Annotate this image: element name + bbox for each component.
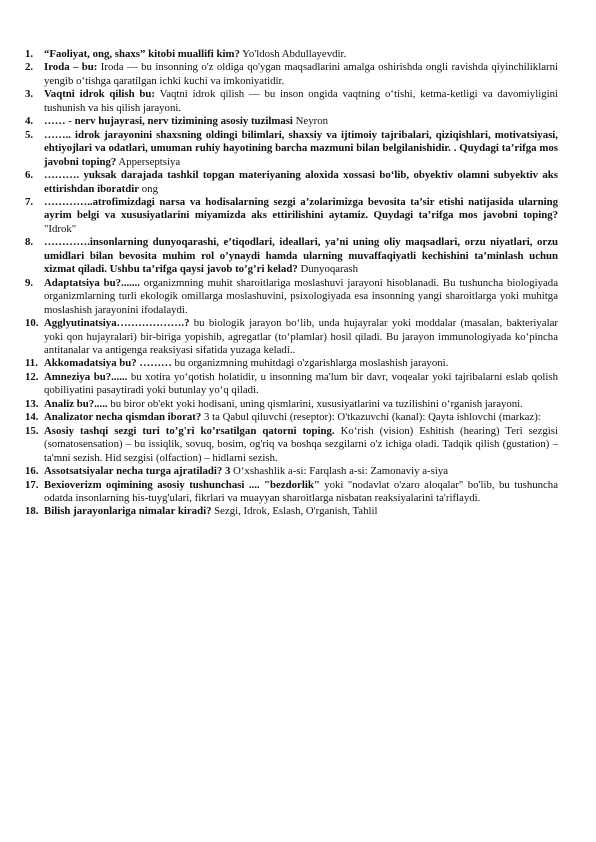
list-item (25, 48, 558, 61)
answer-text: Ko‘rish (vision) Eshitish (hearing) Teri sezgisi (somatosensation) – bu issiqlik, sovuq, bosim, og'riq va boshqa sezgilarni o'z ichiga oladi. Tadqik qilish (gustation) – ta'mni sezish. Hid sezgisi (olfaction) – hidlarni sezish. (44, 424, 558, 464)
list-item (25, 277, 558, 317)
item-text (44, 196, 558, 236)
question-text: Bilish jarayonlariga nimalar kiradi? (44, 505, 212, 518)
question-text: Adaptatsiya bu?....... (44, 276, 140, 289)
item-number: 6. (25, 169, 34, 182)
list-item (25, 88, 558, 115)
question-text: Assotsatsiyalar necha turga ajratiladi? 3 (44, 465, 231, 478)
item-number: 16. (25, 465, 39, 478)
answer-text: Yo'ldosh Abdullayevdir. (239, 48, 347, 60)
question-text: Agglyutinatsiya……………….? (44, 317, 190, 330)
item-text (44, 317, 558, 357)
list-item (25, 479, 558, 506)
list-item (25, 317, 558, 357)
item-text (44, 88, 558, 115)
answer-text: bu xotira yo‘qotish holatidir, u insonning ma'lum bir davr, voqealar yoki tajribalarni eslab qolish qobiliyatini pasaytiradi yoki butunlay yo‘q qiladi. (44, 370, 558, 397)
item-text (44, 61, 558, 88)
item-number: 18. (25, 505, 39, 518)
item-number: 5. (25, 128, 34, 141)
list-item (25, 196, 558, 236)
item-number: 15. (25, 424, 39, 437)
list-item (25, 398, 558, 411)
question-text: Iroda – bu: (44, 61, 98, 74)
question-text: ………. yuksak darajada tashkil topgan materiyaning aloxida xossasi bo‘lib, obyektiv olamni subyektiv aks ettirishdan iboratdir (44, 169, 558, 195)
question-text: Analiz bu?..... (44, 397, 108, 410)
list-item (25, 61, 558, 88)
answer-text: Sezgi, Idrok, Eslash, O'rganish, Tahlil (211, 505, 378, 518)
question-text: Akkomadatsiya bu? ……… (44, 357, 172, 370)
item-number: 14. (25, 411, 39, 424)
item-number: 2. (25, 61, 34, 74)
item-text (44, 115, 558, 128)
answer-text: ong (139, 182, 158, 195)
item-number: 4. (25, 115, 34, 128)
question-text: ………….insonlarning dunyoqarashi, e’tiqodlari, ideallari, ya’ni uning oliy maqsadlari, orzu niyatlari, orzu umidlari bilan bevosita muhim rol o’ynaydi hamda ularning muvaffaqiyatli kechishini ta’minlash uchun xizmat qiladi. Ushbu ta’rifga qaysi javob to’g’ri kelad? (44, 236, 558, 276)
answer-text: bu biologik jarayon bo‘lib, unda hujayralar yoki moddalar (masalan, bakteriyalar yoki qon hujayralari) bir-biriga yopishib, agregatlar (to‘plamlar) hosil qiladi. Bu jarayon immunologiyada ko‘pincha antitanalar va antigenga reaksiyasi sifatida yuzaga keladi.. (44, 317, 558, 356)
list-item (25, 371, 558, 398)
question-text: Analizator necha qismdan iborat? (44, 411, 202, 424)
answer-text: Apperseptsiya (116, 155, 181, 168)
item-text (44, 371, 558, 398)
item-number: 10. (25, 317, 39, 330)
question-text: …… - nerv hujayrasi, nerv tizimining asosiy tuzilmasi (44, 115, 293, 128)
answer-text: bu biror ob'ekt yoki hodisani, uning qismlarini, xususiyatlarini va tuzilishini o‘rganish jarayoni. (107, 397, 523, 410)
item-number: 11. (25, 357, 38, 370)
answer-text: 3 ta Qabul qiluvchi (reseptor): O'tkazuvchi (kanal): Qayta ishlovchi (markaz): (201, 411, 541, 424)
item-number: 7. (25, 195, 34, 208)
question-list (25, 48, 558, 519)
question-text: …….. idrok jarayonini shaxsning oldingi bilimlari, shaxsiy va ijtimoiy tajribalari, qiziqishlari, motivatsiyasi, ehtiyojlari va odatlari, umuman ruhiy hayotining barcha mazmuni bilan belgilanishidir. . Quydagi ta’rifga mos javobni toping? (44, 128, 558, 168)
item-text (44, 169, 558, 196)
answer-text: Vaqtni idrok qilish — bu inson ongida vaqtning o‘tishi, ketma-ketligi va davomiyligini tushunish va his qilish jarayoni. (44, 88, 558, 114)
question-text: “Faoliyat, ong, shaxs” kitobi muallifi kim? (44, 48, 240, 60)
item-number: 17. (25, 478, 39, 491)
item-number: 9. (25, 276, 34, 289)
item-text (44, 398, 558, 411)
question-text: Bexioverizm oqimining asosiy tushunchasi .... "bezdorlik" (44, 478, 320, 491)
question-text: Asosiy tashqi sezgi turi to’g'ri ko’rsatilgan qatorni toping. (44, 424, 335, 437)
list-item (25, 169, 558, 196)
item-text (44, 357, 558, 370)
answer-text: organizmning muhit sharoitlariga moslashuvi jarayoni hisoblanadi. Bu tushuncha biologiyada organizmlarning turli ekologik omillarga moslashuvini, psixologiyada esa insonning yangi sharoitlarga yoki muhitga moslashish jarayonini ifodalaydi. (44, 276, 558, 316)
list-item (25, 129, 558, 169)
question-text: Vaqtni idrok qilish bu: (44, 88, 155, 101)
list-item (25, 505, 558, 518)
answer-text: Neyron (292, 115, 329, 128)
answer-text: O‘xshashlik a-si: Farqlash a-si: Zamonaviy a-siya (230, 465, 449, 478)
question-text: …………..atrofimizdagi narsa va hodisalarning sezgi a’zolarimizga bevosita ta’sir etishi natijasida ularning ayrim belgi va xususiyatlarini miyamizda aks ettirilishini aytamiz. Quydagi ta’rifga mos javobni toping? (44, 195, 558, 222)
list-item (25, 425, 558, 465)
answer-text: Iroda — bu insonning o'z oldiga qo'ygan maqsadlarini amalga oshirishda ongli ravishda qiyinchiliklarni yengib o‘tishga qaratilgan ichki kuchi va imkoniyatidir. (44, 61, 558, 87)
answer-text: yoki "nodavlat o'zaro aloqalar" bo'lib, bu tushuncha odatda insonlarning his-tuyg'ulari, fikrlari va muayyan sharoitlarga nisbatan reaksiyalarini ta'riflaydi. (44, 478, 558, 504)
list-item (25, 411, 558, 424)
item-text (44, 129, 558, 169)
list-item (25, 357, 558, 370)
item-number: 13. (25, 397, 39, 410)
item-number: 1. (25, 48, 34, 60)
answer-text: Dunyoqarash (297, 263, 359, 276)
item-text (44, 411, 558, 424)
item-text (44, 425, 558, 465)
question-text: Amneziya bu?...... (44, 370, 128, 383)
item-text (44, 48, 558, 61)
item-text (44, 277, 558, 317)
answer-text: "Idrok" (44, 222, 77, 235)
item-text (44, 505, 558, 518)
item-number: 8. (25, 236, 34, 249)
answer-text: bu organizmning muhitdagi o'zgarishlarga moslashish jarayoni. (171, 357, 449, 370)
item-text (44, 479, 558, 506)
list-item (25, 236, 558, 276)
item-text (44, 465, 558, 478)
item-text (44, 236, 558, 276)
item-number: 3. (25, 88, 34, 101)
item-number: 12. (25, 370, 39, 383)
list-item (25, 115, 558, 128)
list-item (25, 465, 558, 478)
